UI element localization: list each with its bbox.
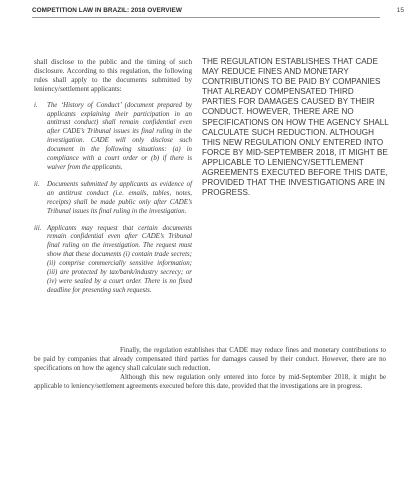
- body-paragraph: Although this new regulation only entered into force by mid-September 2018, it might be applicable to leniency/settlement agreements executed before this date, provided that the investigations are in progress.: [34, 374, 386, 391]
- left-column: [34, 58, 192, 304]
- intro-paragraph: shall disclose to the public and the timing of such disclosure. According to this regulation, the following rules shall apply to the documents submitted by leniency/settlement applicants:: [34, 58, 192, 93]
- body-paragraph: Finally, the regulation establishes that CADE may reduce fines and monetary contributions to be paid by companies that already compensated third parties for damages caused by their conduct. However, there are no specifications on how the agency shall calculate such reduction.: [34, 347, 386, 373]
- list-item: [34, 102, 192, 173]
- page-number: 15: [396, 7, 404, 14]
- rules-list: [34, 102, 192, 296]
- list-item-text: Applicants may request that certain documents remain confidential even after CADE’s Tribunal final ruling on the investigation. The request must show that these documents (i) contain trade secrets; (ii) comprise commercially sensitive information; (iii) are protected by tax/bank/industry secrecy; or (iv) were sealed by a court order. There is no fixed deadline for presenting such requests.: [47, 224, 192, 294]
- list-item-text: Documents submitted by applicants as evidence of an antitrust conduct (i.e. emails, tables, notes, receipts) shall be made public only after CADE’s Tribunal issues its final ruling in the investigation.: [47, 180, 192, 215]
- list-marker: ii.: [34, 180, 40, 188]
- page-header: [32, 7, 412, 31]
- list-item-text: The ‘History of Conduct’ (document prepared by applicants explaining their participation in an antitrust conduct) shall remain confidential even after CADE’s Tribunal issues its final ruling in the investigation. CADE will only disclose such document in the following situations: (a) in compliance with a court order or (b) if there is waiver from the applicants.: [47, 101, 192, 171]
- list-marker: iii.: [34, 224, 42, 232]
- body-text: [34, 346, 386, 391]
- header-divider: [32, 17, 380, 18]
- list-item: [34, 181, 192, 217]
- pull-quote: THE REGULATION ESTABLISHES THAT CADE MAY REDUCE FINES AND MONETARY CONTRIBUTIONS TO BE PAID BY COMPANIES THAT ALREADY COMPENSATED THIRD PARTIES FOR DAMAGES CAUSED BY THEIR CONDUCT. HOWEVER, THERE ARE NO SPECIFICATIONS ON HOW THE AGENCY SHALL CALCULATE SUCH REDUCTION. ALTHOUGH THIS NEW REGULATION ONLY ENTERED INTO FORCE BY MID-SEPTEMBER 2018, IT MIGHT BE APPLICABLE TO LENIENCY/SETTLEMENT AGREEMENTS EXECUTED BEFORE THIS DATE, PROVIDED THAT THE INVESTIGATIONS ARE IN PROGRESS.: [202, 57, 389, 198]
- list-marker: i.: [34, 101, 38, 109]
- list-item: [34, 225, 192, 296]
- running-title: COMPETITION LAW IN BRAZIL: 2018 OVERVIEW: [32, 7, 182, 14]
